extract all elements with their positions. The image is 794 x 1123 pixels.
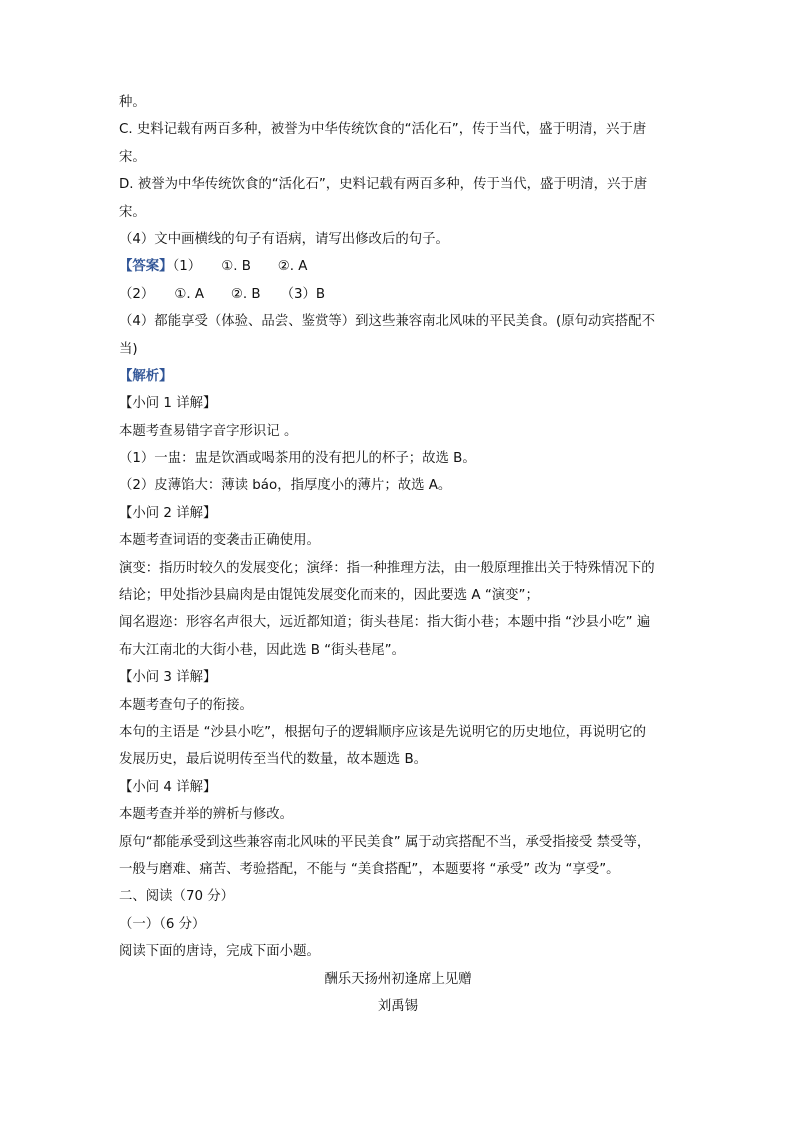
option-d-line-2: 宋。 — [119, 204, 146, 220]
question-4: （4）文中画横线的句子有语病，请写出修改后的句子。 — [119, 231, 449, 247]
q3-title: 【小问 3 详解】 — [119, 670, 217, 686]
answer-line-3: （4）都能享受（体验、品尝、鉴赏等）到这些兼容南北风味的平民美食。(原句动宾搭配不 — [119, 314, 655, 330]
poem-author: 刘禹锡 — [377, 998, 419, 1014]
answer-text-1: （1） ①. B ②. A — [172, 259, 308, 275]
q1-line: （1）一盅：盅是饮酒或喝茶用的没有把儿的杯子；故选 B。 — [119, 451, 476, 467]
q2-line: 布大江南北的大街小巷，因此选 B “街头巷尾”。 — [119, 642, 405, 658]
answer-tag: 【答案】 — [119, 259, 173, 275]
answer-line-1 — [119, 253, 677, 280]
answer-line-4: 当) — [119, 341, 138, 357]
q1-line: （2）皮薄馅大：薄读 báo，指厚度小的薄片；故选 A。 — [119, 478, 452, 494]
q3-line: 本题考查句子的衔接。 — [119, 697, 253, 713]
option-c-line-2: 宋。 — [119, 149, 146, 165]
q2-title: 【小问 2 详解】 — [119, 505, 217, 521]
q1-line: 本题考查易错字音字形识记 。 — [119, 423, 298, 439]
q4-title: 【小问 4 详解】 — [119, 779, 217, 795]
option-d-line-1: D. 被誉为中华传统饮食的“活化石”，史料记载有两百多种，传于当代，盛于明清，兴于唐 — [119, 177, 648, 193]
subsection-title: （一）（6 分） — [119, 916, 206, 932]
reading-instruction: 阅读下面的唐诗，完成下面小题。 — [119, 944, 320, 960]
analysis-tag: 【解析】 — [119, 368, 173, 384]
q4-line: 原句“都能承受到这些兼容南北风味的平民美食” 属于动宾搭配不当，承受指接受 禁受等， — [119, 834, 651, 850]
section-title: 二、阅读（70 分） — [119, 889, 235, 905]
q4-line: 本题考查并举的辨析与修改。 — [119, 807, 294, 823]
option-c-line-1: C. 史料记载有两百多种，被誉为中华传统饮食的“活化石”，传于当代，盛于明清，兴于唐 — [119, 122, 647, 138]
q1-title: 【小问 1 详解】 — [119, 396, 217, 412]
document-page — [119, 89, 677, 1020]
q2-line: 本题考查词语的变袭击正确使用。 — [119, 533, 320, 549]
answer-line-2: （2） ①. A ②. B （3）B — [119, 286, 326, 302]
q2-line: 演变：指历时较久的发展变化；演绎：指一种推理方法，由一般原理推出关于特殊情况下的 — [119, 560, 655, 576]
poem-title: 酬乐天扬州初逢席上见赠 — [324, 971, 472, 987]
q2-line: 结论；甲处指沙县扁肉是由馄饨发展变化而来的，因此要选 A “演变”； — [119, 588, 539, 604]
q4-line: 一般与磨难、痛苦、考验搭配，不能与 “美食搭配”，本题要将 “承受” 改为 “享受”。 — [119, 861, 620, 877]
q3-line: 发展历史，最后说明传至当代的数量，故本题选 B。 — [119, 752, 428, 768]
text-line: 种。 — [119, 95, 146, 110]
q2-line: 闻名遐迩：形容名声很大，远近都知道；街头巷尾：指大街小巷；本题中指 “沙县小吃” 遍 — [119, 615, 651, 631]
q3-line: 本句的主语是 “沙县小吃”，根据句子的逻辑顺序应该是先说明它的历史地位，再说明它的 — [119, 724, 646, 740]
